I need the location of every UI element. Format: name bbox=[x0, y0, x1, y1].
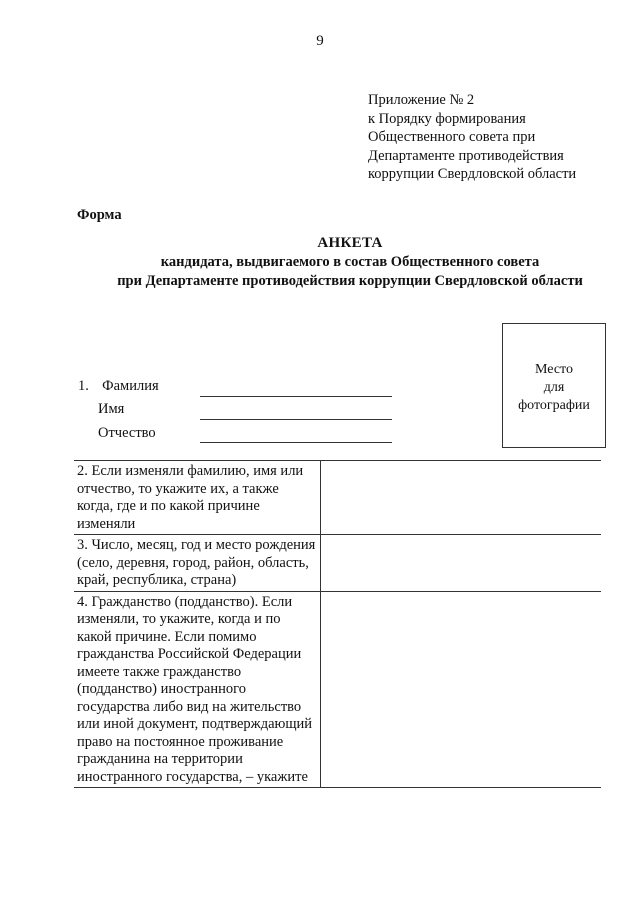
surname-row bbox=[78, 378, 159, 395]
photo-text-line: для bbox=[543, 380, 565, 395]
page-number: 9 bbox=[316, 33, 324, 49]
table-row bbox=[74, 591, 601, 788]
appendix-line: коррупции Свердловской области bbox=[368, 166, 577, 182]
table-row bbox=[74, 461, 601, 535]
answer-cell[interactable] bbox=[320, 461, 601, 535]
table-row bbox=[74, 535, 601, 592]
appendix-line: Департаменте противодействия bbox=[368, 147, 564, 164]
questionnaire-table bbox=[74, 460, 601, 788]
question-cell: 4. Гражданство (подданство). Если изменяли, то укажите, когда и по какой причине. Если помимо гражданства Российской Федерации имеете также гражданство (подданство) иностранного государства либо вид на жительство или иной документ, подтверждающий право на постоянное проживание гражданина на территории иностранного государства, – укажите bbox=[74, 591, 320, 788]
form-label: Форма bbox=[77, 207, 122, 223]
appendix-line: к Порядку формирования bbox=[368, 110, 526, 127]
question-cell: 2. Если изменяли фамилию, имя или отчество, то укажите их, а также когда, где и по какой причине изменяли bbox=[74, 461, 320, 535]
first-name-label: Имя bbox=[98, 401, 125, 417]
surname-label: Фамилия bbox=[102, 378, 159, 394]
first-name-field[interactable] bbox=[200, 419, 392, 420]
answer-cell[interactable] bbox=[320, 535, 601, 592]
appendix-header bbox=[368, 91, 576, 184]
title-line: кандидата, выдвигаемого в состав Общественного совета bbox=[160, 254, 540, 270]
title-main: АНКЕТА bbox=[317, 235, 383, 251]
answer-cell[interactable] bbox=[320, 591, 601, 788]
item-number: 1. bbox=[78, 378, 89, 394]
appendix-line: Общественного совета при bbox=[368, 129, 536, 145]
appendix-line: Приложение № 2 bbox=[368, 92, 475, 108]
document-title bbox=[60, 234, 640, 291]
title-line: при Департаменте противодействия коррупции Свердловской области bbox=[117, 273, 583, 289]
photo-text-line: Место bbox=[535, 362, 573, 377]
patronymic-field[interactable] bbox=[200, 442, 392, 443]
question-cell: 3. Число, месяц, год и место рождения (село, деревня, город, район, область, край, республика, страна) bbox=[74, 535, 320, 592]
photo-placeholder bbox=[502, 323, 606, 448]
surname-field[interactable] bbox=[200, 396, 392, 397]
photo-text-line: фотографии bbox=[518, 398, 590, 413]
patronymic-label: Отчество bbox=[98, 425, 156, 441]
photo-placeholder-text bbox=[503, 361, 605, 415]
